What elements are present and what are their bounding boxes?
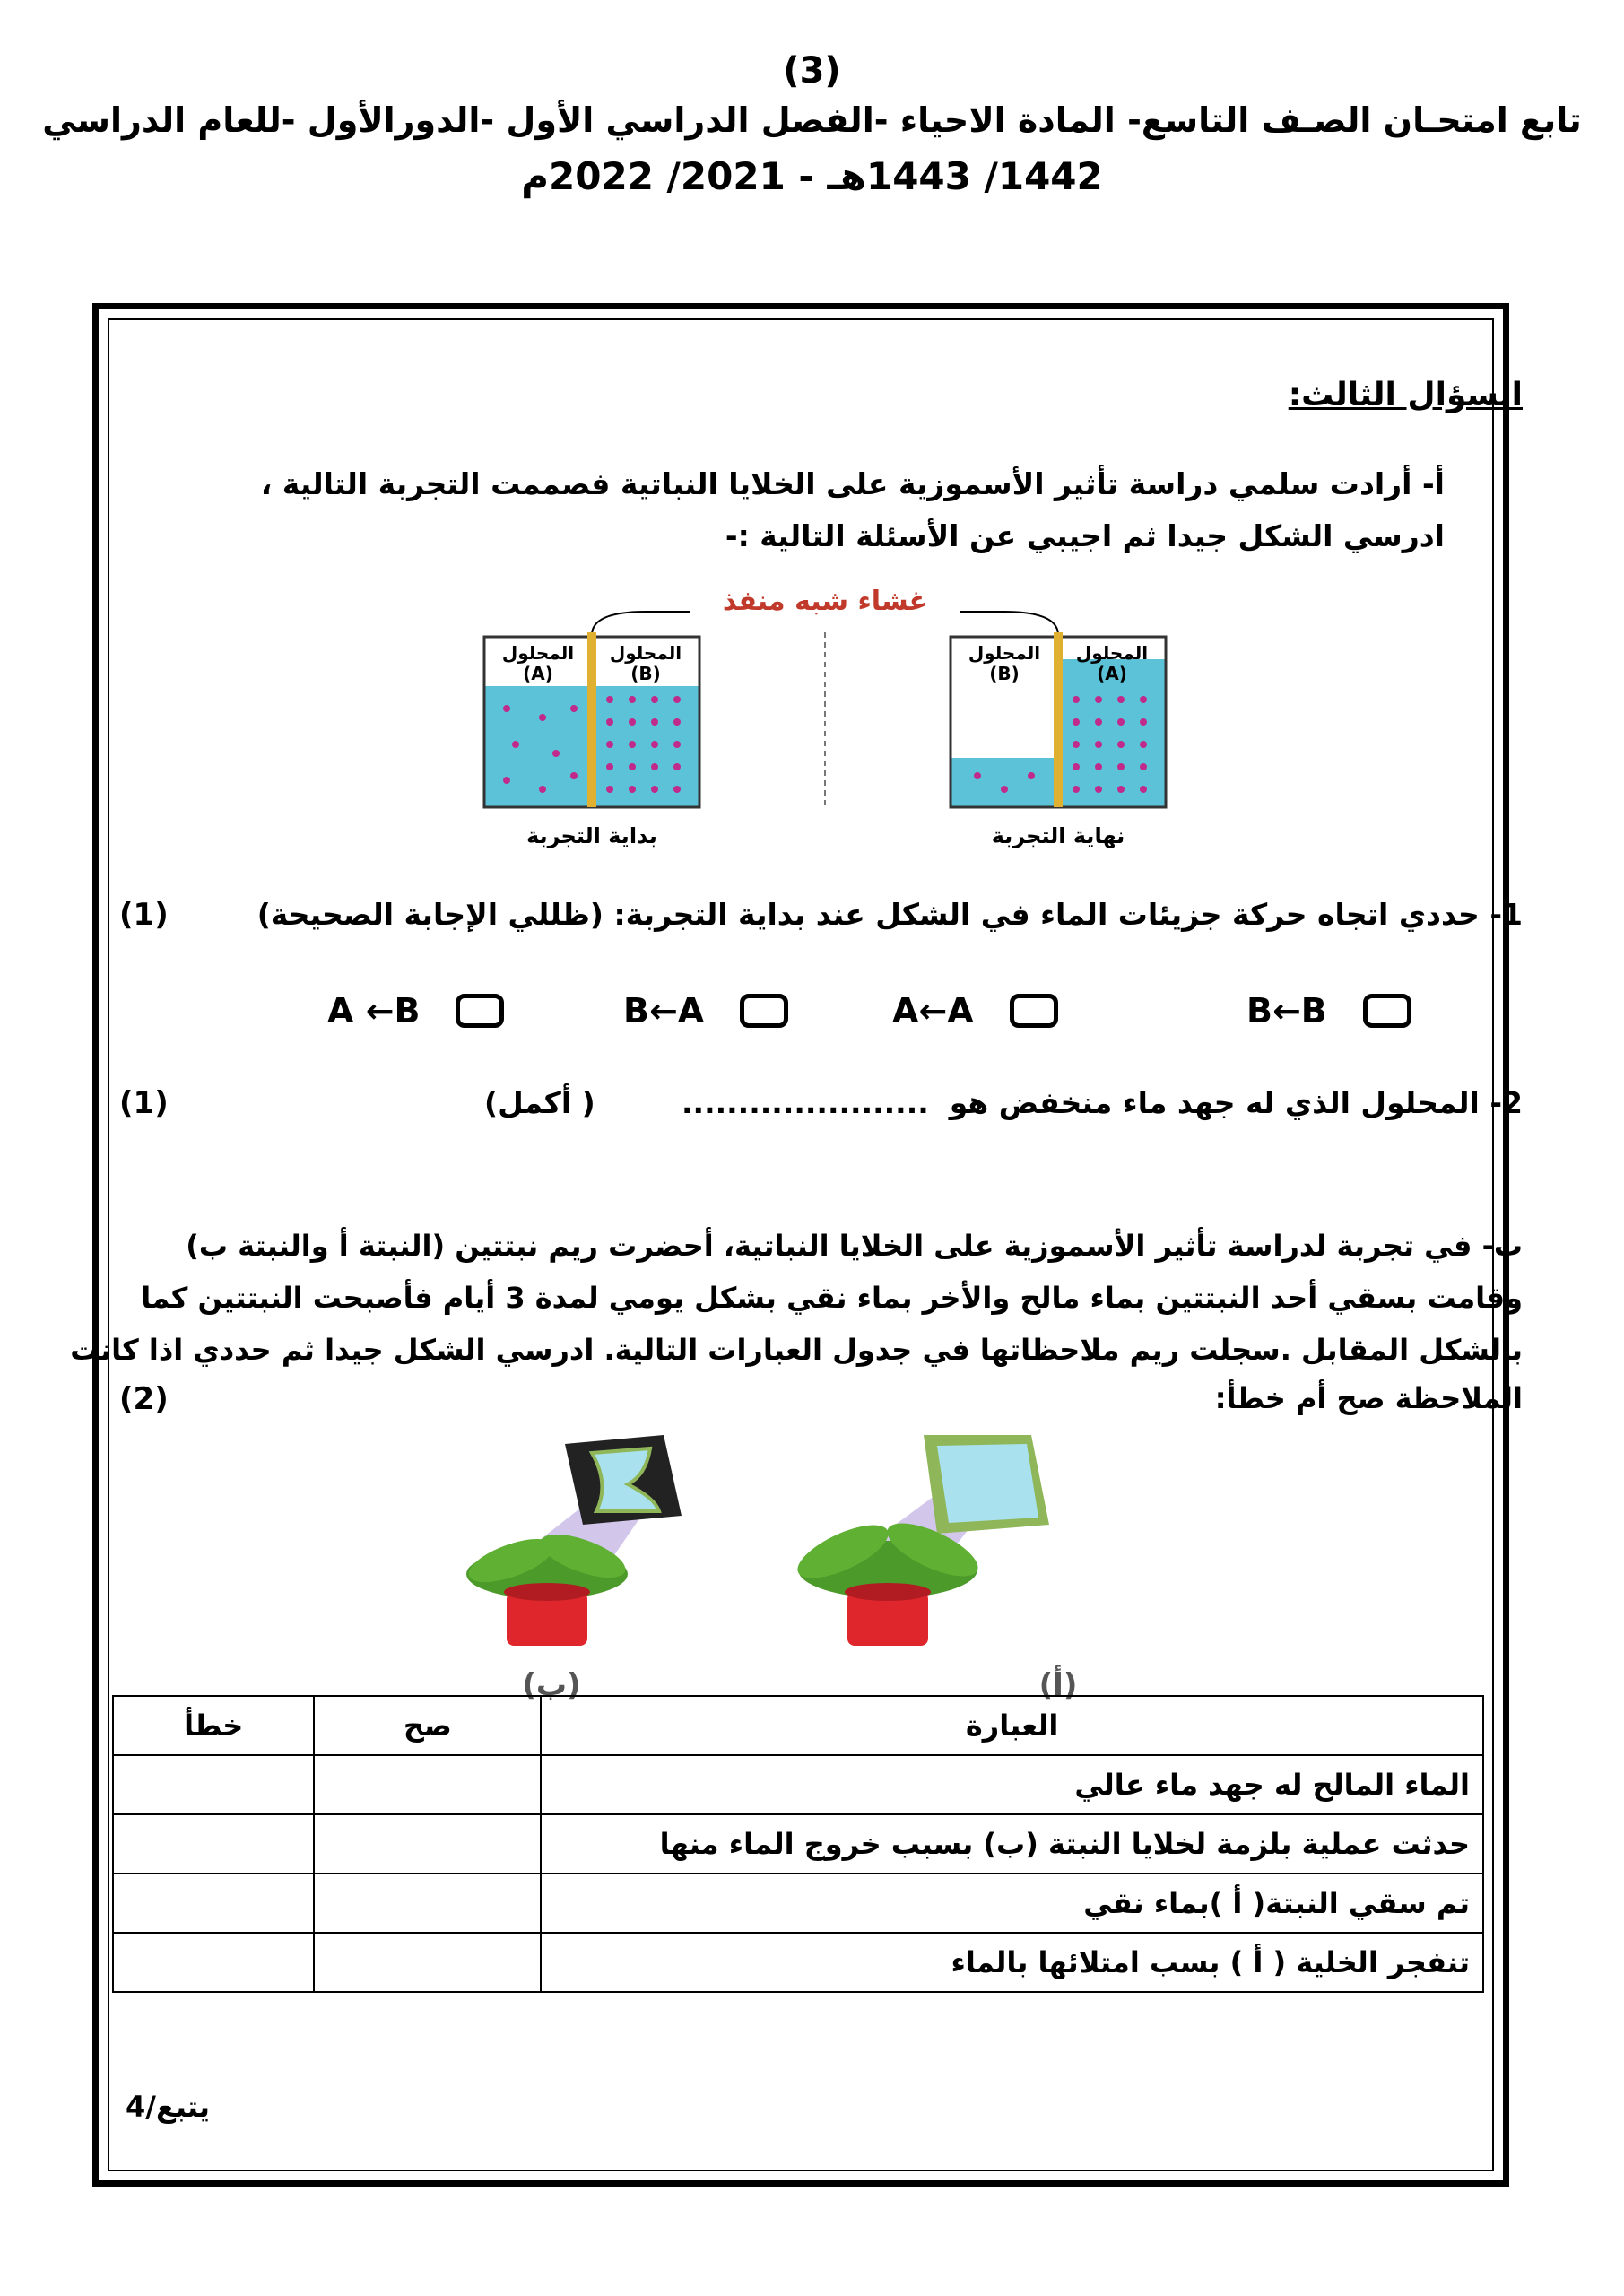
part-b-line3: بالشكل المقابل .سجلت ريم ملاحظاتها في جدول العبارات التالية. ادرسي الشكل جيدا ثم حددي اذا كانت — [70, 1333, 1523, 1367]
plant-a-label: (أ) — [1038, 1667, 1078, 1703]
question-title: السؤال الثالث: — [1288, 377, 1523, 413]
question-2-text: 2- المحلول الذي له جهد ماء منخفض هو — [949, 1085, 1523, 1120]
true-cell[interactable] — [314, 1933, 541, 1992]
end-solution-b-label: المحلول — [968, 642, 1041, 664]
statement-cell: تنفجر الخلية ( أ ) بسب امتلائها بالماء — [541, 1933, 1483, 1992]
option-4-checkbox[interactable] — [1363, 994, 1411, 1028]
start-solution-a-letter: (A) — [523, 663, 553, 684]
question-2-mark: (1) — [119, 1085, 169, 1121]
false-cell[interactable] — [113, 1814, 314, 1874]
option-1 — [327, 991, 504, 1031]
plant-b-label: (ب) — [522, 1667, 581, 1703]
end-solution-b-letter: (B) — [989, 663, 1020, 684]
true-cell[interactable] — [314, 1814, 541, 1874]
true-cell[interactable] — [314, 1874, 541, 1933]
option-3-checkbox[interactable] — [1010, 994, 1058, 1028]
false-cell[interactable] — [113, 1755, 314, 1814]
end-label: نهاية التجربة — [991, 823, 1125, 848]
table-row — [113, 1814, 1483, 1874]
option-2 — [623, 991, 788, 1031]
plant-b-illustration — [464, 1435, 682, 1703]
membrane-label: غشاء شبه منفذ — [722, 586, 928, 617]
statement-cell: حدثت عملية بلزمة لخلايا النبتة (ب) بسبب خروج الماء منها — [541, 1814, 1483, 1874]
plant-a-illustration — [791, 1435, 1078, 1703]
statements-table — [112, 1695, 1484, 1993]
statement-cell: الماء المالح له جهد ماء عالي — [541, 1755, 1483, 1814]
continue-footer: يتبع/4 — [126, 2090, 210, 2124]
option-2-label: B←A — [623, 991, 705, 1031]
start-solution-b-label: المحلول — [609, 642, 682, 664]
header-false: خطأ — [113, 1696, 314, 1755]
option-1-checkbox[interactable] — [456, 994, 504, 1028]
question-2-answer-blank[interactable]: ...................... — [682, 1085, 929, 1120]
table-row — [113, 1755, 1483, 1814]
start-solution-b-letter: (B) — [630, 663, 661, 684]
exam-header-line1: تابع امتحـان الصـف التاسع- المادة الاحياء -الفصل الدراسي الأول -الدورالأول -للعام الدراسي — [42, 100, 1582, 140]
part-b-line2: وقامت بسقي أحد النبتتين بماء مالح والأخر بماء نقي بشكل يومي لمدة 3 أيام فأصبحت النبتتين كما — [141, 1281, 1523, 1315]
table-header-row — [113, 1696, 1483, 1755]
exam-header-line2: 1442/ 1443هـ - 2021/ 2022م — [521, 154, 1103, 198]
plants-figure — [386, 1435, 1193, 1704]
table-row — [113, 1874, 1483, 1933]
false-cell[interactable] — [113, 1933, 314, 1992]
header-statement: العبارة — [541, 1696, 1483, 1755]
osmosis-experiment-figure — [395, 583, 1255, 852]
header-true: صح — [314, 1696, 541, 1755]
option-4-label: B←B — [1246, 991, 1327, 1031]
option-3-label: A←A — [892, 991, 974, 1031]
page-number: (3) — [783, 50, 841, 91]
question-2-hint: ( أكمل) — [484, 1085, 595, 1120]
beaker-start — [484, 632, 699, 848]
false-cell[interactable] — [113, 1874, 314, 1933]
option-3 — [892, 991, 1058, 1031]
start-label: بداية التجربة — [526, 823, 657, 848]
statement-cell: تم سقي النبتة( أ )بماء نقي — [541, 1874, 1483, 1933]
end-solution-a-letter: (A) — [1097, 663, 1127, 684]
option-2-checkbox[interactable] — [740, 994, 788, 1028]
option-4 — [1246, 991, 1411, 1031]
part-a-intro-line1: أ- أرادت سلمي دراسة تأثير الأسموزية على الخلايا النباتية فصممت التجربة التالية ، — [260, 466, 1445, 501]
part-b-line1: ب- في تجربة لدراسة تأثير الأسموزية على الخلايا النباتية، أحضرت ريم نبتتين (النبتة أ والنبتة ب) — [186, 1229, 1523, 1263]
table-row — [113, 1933, 1483, 1992]
part-a-intro-line2: ادرسي الشكل جيدا ثم اجيبي عن الأسئلة التالية :- — [725, 518, 1445, 553]
true-cell[interactable] — [314, 1755, 541, 1814]
question-1-text: 1- حددي اتجاه حركة جزيئات الماء في الشكل عند بداية التجربة: (ظللي الإجابة الصحيحة) — [256, 897, 1523, 932]
beaker-end — [951, 632, 1166, 848]
question-1-mark: (1) — [119, 897, 169, 933]
part-b-mark: (2) — [119, 1381, 169, 1417]
part-b-line4: الملاحظة صح أم خطأ: — [1214, 1381, 1523, 1415]
option-1-label: A ←B — [327, 991, 421, 1031]
start-solution-a-label: المحلول — [501, 642, 575, 664]
end-solution-a-label: المحلول — [1075, 642, 1149, 664]
